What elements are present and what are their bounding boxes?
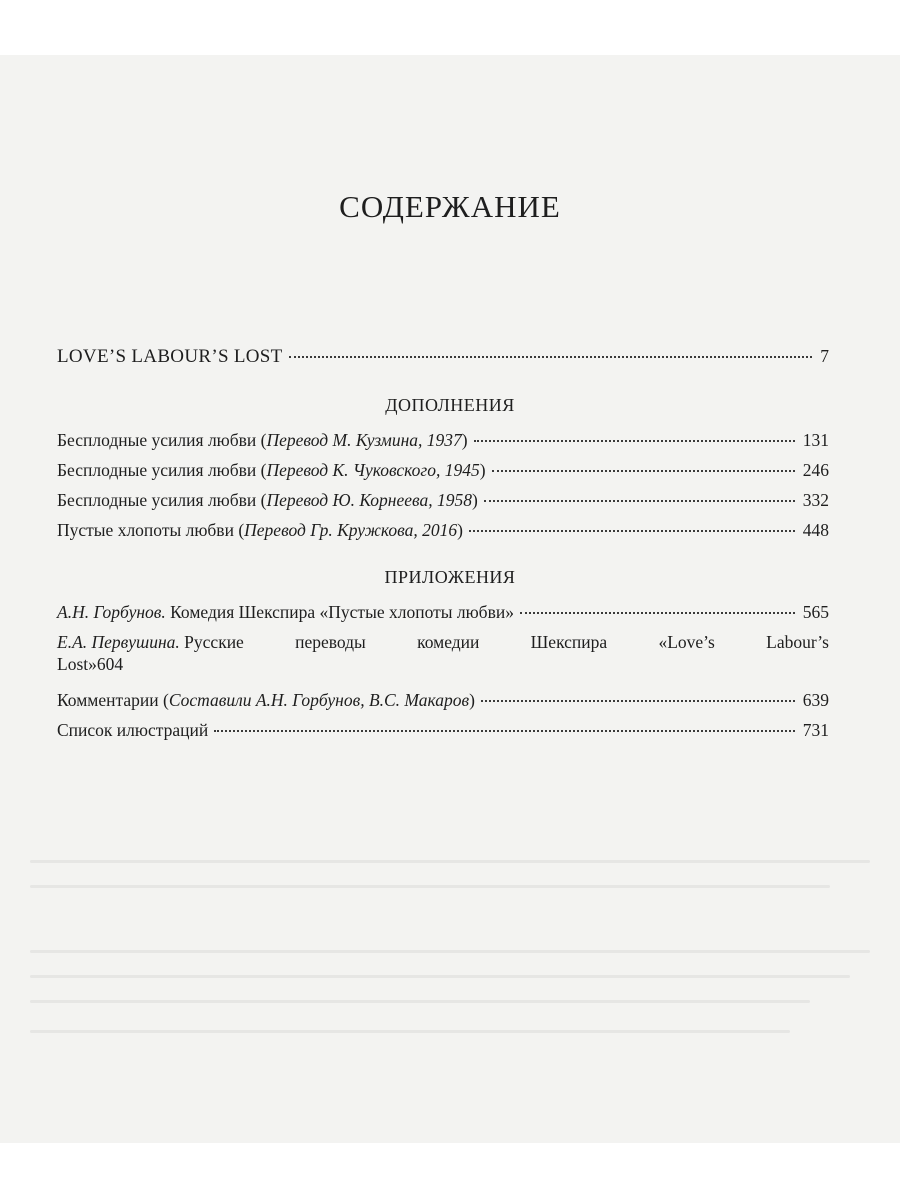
entry-title: Пустые хлопоты любви (Перевод Гр. Кружкова, 2016) [57, 520, 463, 540]
dot-leader [289, 356, 813, 358]
dot-leader [474, 440, 795, 442]
dot-leader [520, 612, 795, 614]
toc-entry[interactable] [57, 459, 829, 481]
toc-entry[interactable] [57, 601, 829, 623]
entry-title: Комментарии (Составили А.Н. Горбунов, В.С. Макаров) [57, 690, 475, 710]
entry-title: Бесплодные усилия любви (Перевод М. Кузмина, 1937) [57, 430, 468, 450]
entry-title: А.Н. Горбунов. Комедия Шекспира «Пустые хлопоты любви» [57, 602, 514, 622]
page-number: 639 [802, 690, 829, 710]
toc-entry[interactable] [57, 519, 829, 541]
bleed-through-line [30, 975, 850, 978]
page-number: 448 [802, 520, 829, 540]
bleed-through-line [30, 860, 870, 863]
bleed-through-line [30, 1000, 810, 1003]
dot-leader [214, 730, 795, 732]
bleed-through-line [30, 885, 830, 888]
page-number: 565 [802, 602, 829, 622]
entry-title-line-1: Е.А. Первушина. Русские переводы комедии Шекспира «Love’s Labour’s [57, 632, 829, 652]
dot-leader [469, 530, 795, 532]
entry-title-line-2: Lost» 604 [57, 654, 124, 674]
section-heading-supplements: ДОПОЛНЕНИЯ [385, 395, 515, 415]
toc-entry[interactable] [57, 489, 829, 511]
page-number: 131 [802, 430, 829, 450]
dot-leader [492, 470, 795, 472]
entry-title: Бесплодные усилия любви (Перевод Ю. Корнеева, 1958) [57, 490, 478, 510]
page-number: 604 [96, 654, 124, 674]
toc-entry[interactable] [57, 719, 829, 741]
toc-entry[interactable] [57, 689, 829, 711]
toc-entry[interactable] [57, 429, 829, 451]
entry-title: LOVE’S LABOUR’S LOST [57, 346, 283, 367]
dot-leader [481, 700, 795, 702]
page-number: 731 [802, 720, 829, 740]
page-number: 332 [802, 490, 829, 510]
bleed-through-line [30, 1030, 790, 1033]
toc-entry-multiline[interactable] [57, 631, 829, 675]
toc-entry-main[interactable] [57, 345, 829, 368]
page-number: 246 [802, 460, 829, 480]
entry-title: Список илюстраций [57, 720, 209, 740]
page-title: СОДЕРЖАНИЕ [339, 189, 561, 224]
section-heading-appendices: ПРИЛОЖЕНИЯ [384, 567, 516, 587]
page-number: 7 [820, 346, 829, 366]
dot-leader [484, 500, 795, 502]
bleed-through-line [30, 950, 870, 953]
entry-title: Бесплодные усилия любви (Перевод К. Чуковского, 1945) [57, 460, 486, 480]
